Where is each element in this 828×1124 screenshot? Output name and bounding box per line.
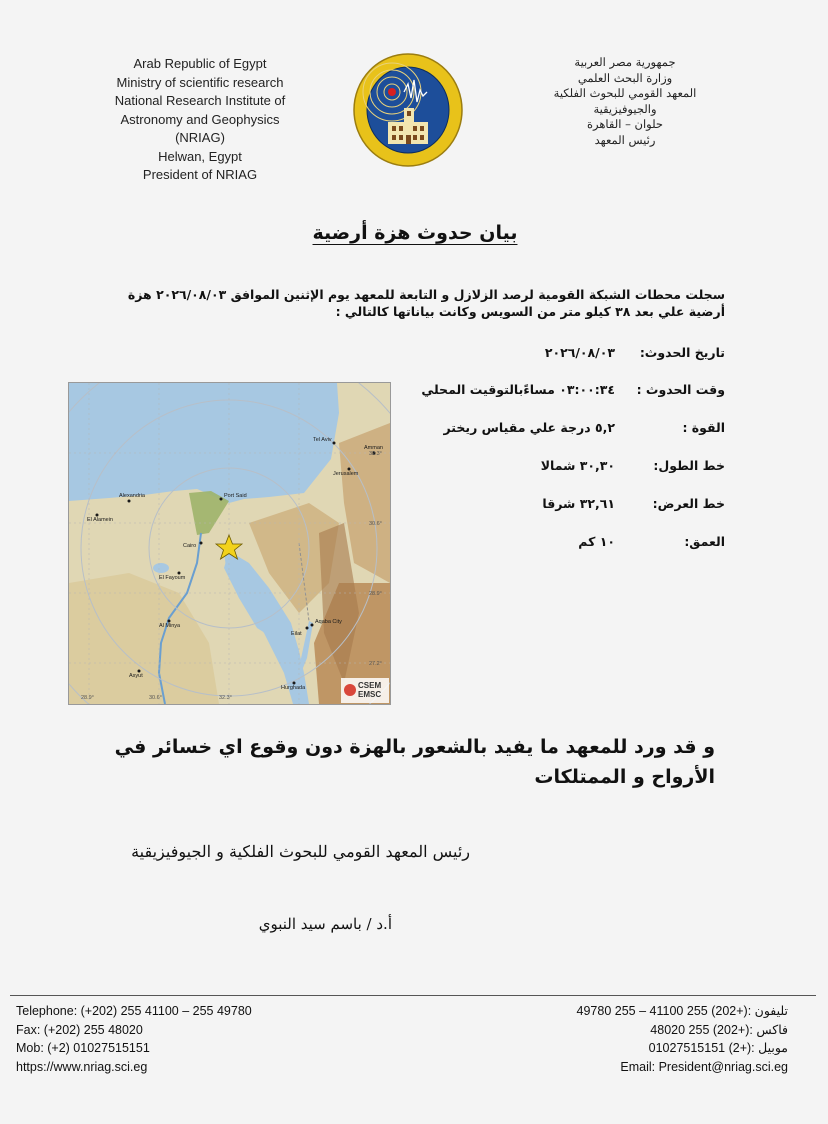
map-label: Tel Aviv	[313, 437, 332, 443]
detail-value: ٠٣:٠٠:٣٤ مساءًبالتوقيت المحلي	[421, 382, 615, 397]
detail-value: ٣٠,٣٠ شمالا	[540, 458, 615, 473]
footer-phone-ar: تليفون :(+202) 255 41100 – 255 49780	[576, 1004, 788, 1018]
detail-value: ١٠ كم	[578, 534, 615, 549]
footer-mobile-ar: موبيل :(+2) 01027515151	[648, 1041, 788, 1055]
header-arabic	[540, 55, 710, 148]
map-label: El Fayoum	[159, 575, 186, 581]
intro-paragraph: سجلت محطات الشبكة القومية لرصد الزلازل و التابعة للمعهد يوم الإثنين الموافق ٢٠٢٦/٠٨/٠٣ هزة أرضية علي بعد ٣٨ كيلو متر من السويس وكانت بياناتها كالتالي :	[127, 287, 725, 319]
detail-time	[400, 382, 725, 402]
detail-date	[400, 345, 725, 365]
detail-label: القوة :	[682, 420, 725, 435]
header-line: وزارة البحث العلمي	[577, 70, 673, 85]
emsc-badge: EMSC	[358, 690, 382, 699]
map-lon-tick: 32.3°	[219, 695, 232, 701]
detail-value: ٥,٢ درجة علي مقياس ريختر	[443, 420, 615, 435]
header-line: جمهورية مصر العربية	[574, 55, 676, 69]
map-label: Port Said	[224, 493, 247, 499]
footer-right	[470, 1002, 788, 1076]
detail-value: ٣٢,٦١ شرقا	[542, 496, 615, 511]
footer-mobile: Mob: (+2) 01027515151	[16, 1041, 150, 1055]
footer-fax: Fax: (+202) 255 48020	[16, 1022, 143, 1037]
detail-depth	[400, 534, 725, 554]
earthquake-map	[68, 382, 391, 705]
map-label: Al Minya	[159, 623, 181, 629]
header-line: (NRIAG)	[175, 130, 225, 145]
footer-left	[16, 1002, 346, 1076]
detail-label: العمق:	[684, 534, 725, 549]
page-title: بيان حدوث هزة أرضية	[312, 222, 518, 244]
detail-longitude	[400, 458, 725, 478]
map-lat-tick: 30.6°	[369, 521, 382, 527]
map-label: El Alamein	[87, 517, 113, 523]
footer-email-link[interactable]: Email: President@nriag.sci.eg	[620, 1059, 788, 1074]
footer-fax-ar: فاكس :(+202) 255 48020	[650, 1022, 788, 1037]
detail-magnitude	[400, 420, 725, 440]
map-lon-tick: 28.9°	[81, 695, 94, 701]
footer-phone: Telephone: (+202) 255 41100 – 255 49780	[16, 1004, 252, 1018]
signature-name: أ.د / باسم سيد النبوي	[258, 915, 392, 933]
map-label: Jerusalem	[333, 471, 359, 477]
map-label: Asyut	[129, 673, 143, 679]
header-line: National Research Institute of	[114, 93, 286, 108]
header-line: Helwan, Egypt	[158, 148, 242, 164]
statement-text: و قد ورد للمعهد ما يفيد بالشعور بالهزة دون وقوع اي خسائر في الأرواح و الممتلكات	[114, 736, 715, 788]
header-line: حلوان – القاهرة	[586, 117, 663, 131]
map-label: Amman	[364, 445, 383, 451]
detail-label: تاريخ الحدوث:	[639, 345, 725, 360]
map-lon-tick: 30.6°	[149, 695, 162, 701]
map-label: Hurghada	[281, 685, 306, 691]
header-line: Arab Republic of Egypt	[133, 56, 267, 71]
footer-divider	[10, 995, 816, 996]
detail-label: وقت الحدوث :	[636, 382, 725, 397]
detail-label: خط العرض:	[652, 496, 725, 511]
detail-latitude	[400, 496, 725, 516]
header-line: المعهد القومي للبحوث الفلكية	[553, 86, 697, 100]
header-line: والجيوفيزيقية	[593, 101, 657, 116]
signature-title: رئيس المعهد القومي للبحوث الفلكية و الجيوفيزيقية	[131, 842, 470, 861]
map-label: Eilat	[291, 631, 302, 637]
csem-badge: CSEM	[358, 681, 382, 690]
detail-value: ٢٠٢٦/٠٨/٠٣	[544, 345, 615, 360]
header-line: Astronomy and Geophysics	[120, 111, 280, 127]
header-line: رئيس المعهد	[594, 132, 656, 147]
detail-label: خط الطول:	[653, 458, 725, 473]
footer-website-link[interactable]: https://www.nriag.sci.eg	[16, 1059, 148, 1074]
header-line: Ministry of scientific research	[116, 74, 284, 90]
map-label: Aqaba City	[315, 619, 342, 625]
map-label: Cairo	[183, 543, 197, 549]
map-lat-tick: 27.2°	[369, 661, 382, 667]
nriag-logo	[352, 52, 464, 168]
map-lat-tick: 28.9°	[369, 591, 382, 597]
map-label: Alexandria	[119, 493, 145, 499]
map-lat-tick: 32.3°	[369, 451, 382, 457]
header-line: President of NRIAG	[142, 167, 258, 182]
header-english	[95, 55, 305, 185]
